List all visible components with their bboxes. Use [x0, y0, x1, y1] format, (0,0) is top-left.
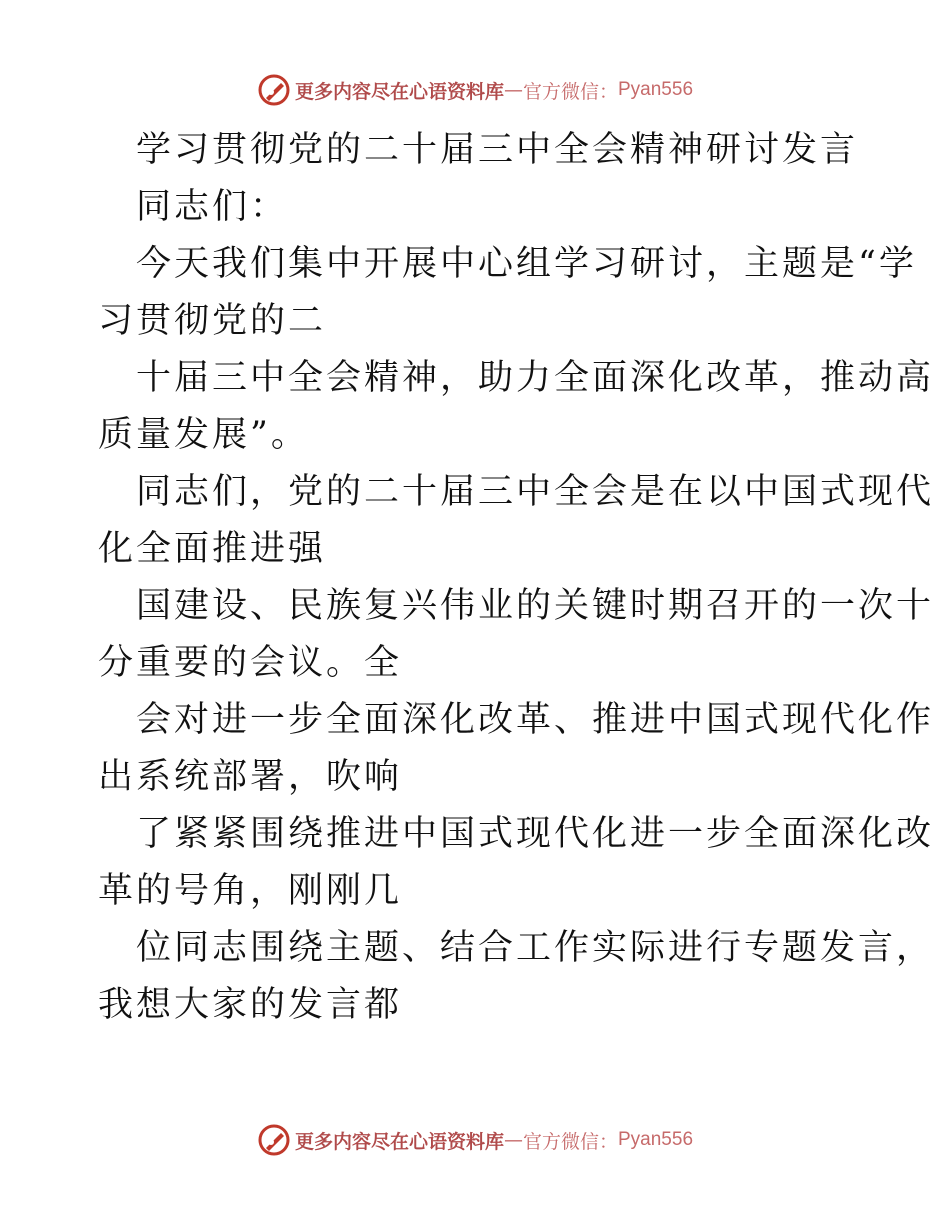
- paragraph-line: 今天我们集中开展中心组学习研讨，主题是“学: [136, 244, 917, 284]
- header-watermark: [0, 70, 950, 110]
- pen-logo-icon: [257, 73, 291, 107]
- salutation: 同志们：: [136, 187, 289, 227]
- paragraph-line: 出系统部署，吹响: [98, 757, 403, 797]
- document-title: 学习贯彻党的二十届三中全会精神研讨发言: [136, 130, 859, 170]
- paragraph-line: 了紧紧围绕推进中国式现代化进一步全面深化改: [136, 814, 935, 854]
- paragraph-line: 质量发展”。: [98, 415, 309, 455]
- paragraph-line: 化全面推进强: [98, 529, 327, 569]
- watermark-wechat-label: 官方微信：: [522, 80, 618, 103]
- paragraph-line: 会对进一步全面深化改革、推进中国式现代化作: [136, 700, 935, 740]
- paragraph-line: 革的号角，刚刚几: [98, 871, 403, 911]
- paragraph-line: 我想大家的发言都: [98, 985, 403, 1025]
- watermark-site-name: 更多内容尽在心语资料库: [294, 1130, 504, 1153]
- paragraph-line: 位同志围绕主题、结合工作实际进行专题发言，: [136, 928, 935, 968]
- paragraph-line: 国建设、民族复兴伟业的关键时期召开的一次十: [136, 586, 935, 626]
- watermark-dash: —: [503, 79, 523, 101]
- paragraph-line: 分重要的会议。全: [98, 643, 403, 683]
- watermark-dash: —: [503, 1129, 523, 1151]
- document-body: [98, 122, 935, 1034]
- watermark-wechat-label: 官方微信：: [522, 1130, 618, 1153]
- footer-watermark: [0, 1120, 950, 1160]
- pen-logo-icon: [257, 1123, 291, 1157]
- paragraph-line: 同志们，党的二十届三中全会是在以中国式现代: [136, 472, 935, 512]
- watermark-site-name: 更多内容尽在心语资料库: [294, 80, 504, 103]
- watermark-wechat-id: Pyan556: [618, 1129, 694, 1150]
- paragraph-line: 十届三中全会精神，助力全面深化改革，推动高: [136, 358, 935, 398]
- paragraph-line: 习贯彻党的二: [98, 301, 327, 341]
- watermark-wechat-id: Pyan556: [618, 79, 694, 100]
